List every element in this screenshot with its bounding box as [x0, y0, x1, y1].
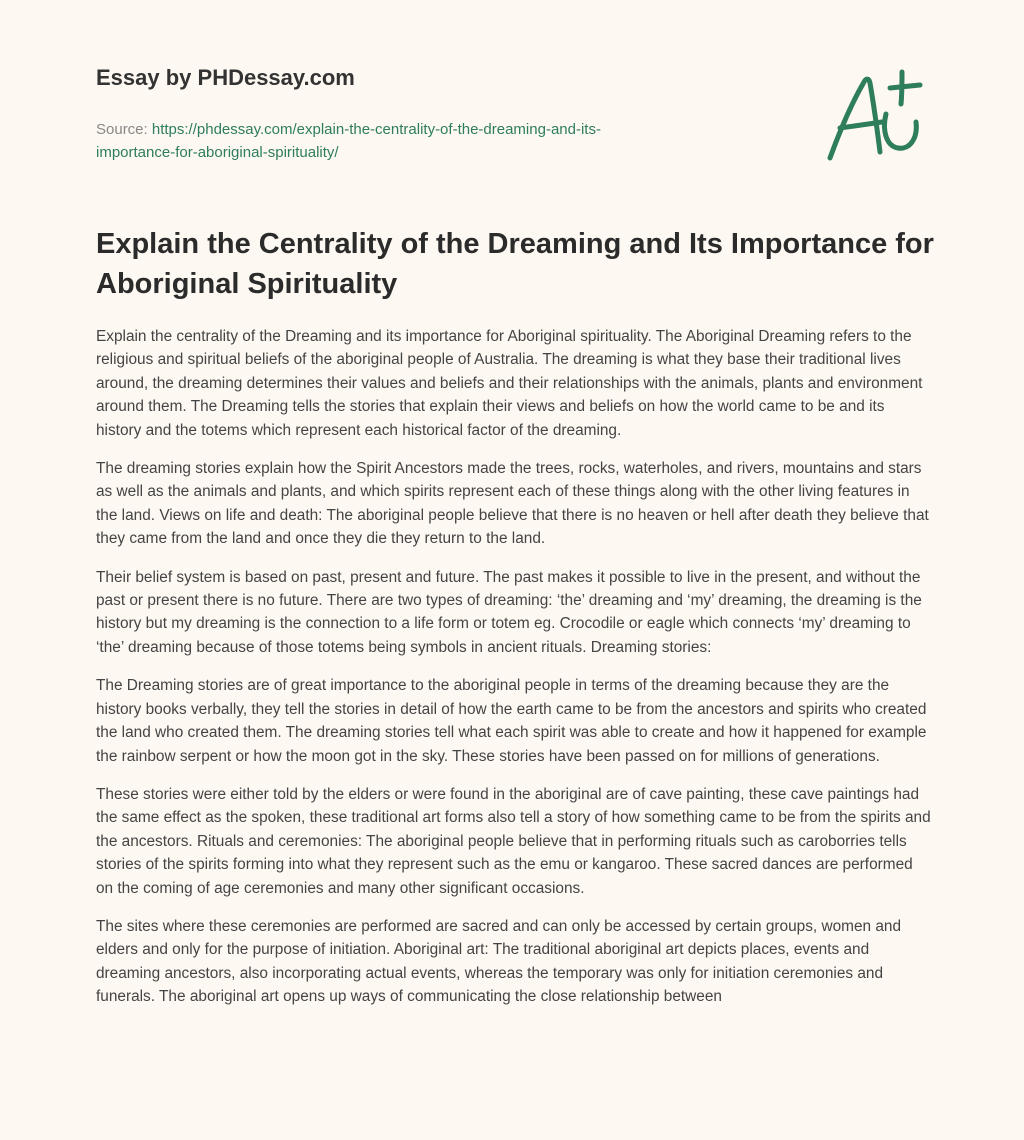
source-link-line2: importance-for-aboriginal-spirituality/ [96, 144, 339, 161]
source-link[interactable] [96, 121, 601, 161]
source-line [96, 118, 796, 164]
a-plus-grade-icon [820, 66, 930, 166]
page-header [96, 62, 796, 164]
paragraph: These stories were either told by the elders or were found in the aboriginal are of cave painting, these cave paintings had the same effect as the spoken, these traditional art forms also tell a story of how something came to be from the spirits and the ancestors. Rituals and ceremonies: The aboriginal people believe that in performing rituals such as caroborries tells stories of the spirits forming into what they represent such as the emu or kangaroo. These sacred dances are performed on the coming of age ceremonies and many other significant occasions. [96, 785, 931, 897]
article-body [96, 325, 932, 1024]
source-link-line1: https://phdessay.com/explain-the-centrality-of-the-dreaming-and-its- [151, 121, 601, 138]
article-title: Explain the Centrality of the Dreaming and Its Importance for Aboriginal Spirituality [96, 228, 934, 300]
site-brand[interactable]: Essay by PHDessay.com [96, 65, 355, 90]
paragraph: The sites where these ceremonies are performed are sacred and can only be accessed by certain groups, women and elders and only for the purpose of initiation. Aboriginal art: The traditional aboriginal art depicts places, events and dreaming ancestors, also incorporating actual events, whereas the temporary was only for initiation ceremonies and funerals. The aboriginal art opens up ways of communicating the close relationship between [96, 917, 902, 1006]
source-label: Source: [96, 121, 148, 138]
paragraph: Explain the centrality of the Dreaming and its importance for Aboriginal spirituality. The Aboriginal Dreaming refers to the religious and spiritual beliefs of the aboriginal people of Australia. The dreaming is what they base their traditional lives around, the dreaming determines their values and beliefs and their relationships with the animals, plants and environment around them. The Dreaming tells the stories that explain their views and beliefs on how the world came to be and its history and the totems which represent each historical factor of the dreaming. [96, 328, 923, 439]
paragraph: Their belief system is based on past, present and future. The past makes it possible to live in the present, and without the past or present there is no future. There are two types of dreaming: ‘the’ dreaming and ‘my’ dreaming, the dreaming is the history but my dreaming is the connection to a life form or totem eg. Crocodile or eagle which connects ‘my’ dreaming to ‘the’ dreaming because of those totems being symbols in ancient rituals. Dreaming stories: [96, 568, 922, 656]
paragraph: The dreaming stories explain how the Spirit Ancestors made the trees, rocks, waterholes, and rivers, mountains and stars as well as the animals and plants, and which spirits represent each of these things along with the other living features in the land. Views on life and death: The aboriginal people believe that there is no heaven or hell after death they believe that they came from the land and once they die they return to the land. [96, 460, 929, 548]
paragraph: The Dreaming stories are of great importance to the aboriginal people in terms of the dreaming because they are the history books verbally, they tell the stories in detail of how the earth came to be from the ancestors and spirits who created the land who created them. The dreaming stories tell what each spirit was able to create and how it happened for example the rainbow serpent or how the moon got in the sky. These stories have been passed on for millions of generations. [96, 677, 927, 765]
